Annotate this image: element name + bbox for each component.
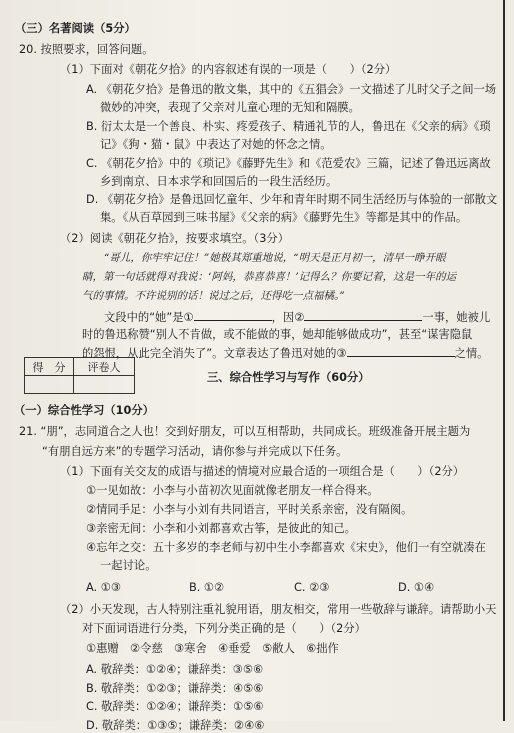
- section-heading: （三）名著阅读（5分）: [15, 22, 136, 35]
- idiom-item-4-cont: 一起讨论。: [100, 559, 157, 572]
- question-20-2-stem: （2）阅读《朝花夕拾》，按要求填空。（3分）: [60, 232, 290, 245]
- idiom-item-2: ②情同手足：小李与小刘有共同语言，平时关系亲密，没有隔阂。: [86, 503, 413, 516]
- question-20-title: 20. 按照要求，回答问题。: [19, 43, 154, 56]
- answer-b: B. 敬辞类：①②③；谦辞类：④⑤⑥: [86, 682, 264, 695]
- answer-blank-2[interactable]: [304, 309, 422, 321]
- choice-a: A. ①③: [86, 581, 121, 594]
- grader-cell[interactable]: [74, 376, 135, 394]
- option-d-line2: 集。《从百草园到三味书屋》《父亲的病》《藤野先生》等都是其中的作品。: [100, 211, 468, 224]
- fill-text-end: 之情。: [454, 347, 489, 360]
- quote-line-1: “哥儿，你牢牢记住！”她极其郑重地说，“明天是正月初一，清早一睁开眼: [104, 252, 446, 264]
- subsection-heading: （一）综合性学习（10分）: [14, 404, 154, 417]
- question-21-intro-line2: “有朋自远方来”的专题学习活动，请你参与并完成以下任务。: [42, 445, 348, 458]
- answer-a: A. 敬辞类：①②④；谦辞类：③⑤⑥: [86, 663, 264, 676]
- option-c-line1: C. 《朝花夕拾》中的《琐记》《藤野先生》和《范爱农》三篇，记述了鲁迅远离故: [86, 157, 491, 170]
- answer-c: C. 敬辞类：①②④；谦辞类：①⑤⑥: [86, 700, 264, 713]
- page-border-line: [503, 0, 505, 721]
- idiom-item-4: ④忘年之交：五十多岁的李老师与初中生小李都喜欢《宋史》，他们一有空就凑在: [86, 541, 486, 554]
- choice-b: B. ①②: [189, 581, 225, 594]
- fill-line-1: [104, 309, 490, 325]
- answer-d: D. 敬辞类：①③⑤；谦辞类：②④⑥: [86, 719, 265, 732]
- word-list: ①惠赠 ②令慈 ③寒舍 ④垂爱 ⑤敝人 ⑥拙作: [86, 642, 339, 655]
- fill-text-event: 一事，她被儿: [422, 311, 491, 324]
- fill-text-because: ，因②: [271, 311, 305, 324]
- answer-blank-1[interactable]: [194, 309, 272, 321]
- idiom-item-3: ③亲密无间：小李和小刘都喜欢古筝，是彼此的知己。: [86, 522, 356, 535]
- score-cell[interactable]: [25, 376, 74, 394]
- option-a-line1: A. 《朝花夕拾》是鲁迅的散文集，其中的《五猖会》一文描述了儿时父子之间一场: [86, 83, 497, 96]
- question-21-1-stem: （1）下面有关交友的成语与描述的情境对应最合适的一项组合是（ ）（2分）: [60, 465, 465, 478]
- choice-c: C. ②③: [294, 581, 330, 594]
- score-label: 得 分: [25, 358, 74, 376]
- answer-blank-3[interactable]: [347, 345, 455, 357]
- quote-line-2: 睛，第一句话就得对我说：‘阿妈，恭喜恭喜！’记得么？你要记着，这是一年的运: [82, 271, 457, 283]
- fill-line-3: [82, 345, 488, 361]
- option-d-line1: D. 《朝花夕拾》是鲁迅回忆童年、少年和青年时期不同生活经历与体验的一部散文: [86, 193, 498, 206]
- option-a-line2: 微妙的冲突，表现了父亲对儿童心理的无知和隔膜。: [100, 101, 360, 114]
- score-box: [24, 357, 135, 394]
- grader-label: 评卷人: [74, 358, 135, 376]
- fill-text-emotion: 的怨恨，从此完全消失了”。文章表达了鲁迅对她的③: [82, 347, 347, 360]
- option-b-line2: 记》《狗・猫・鼠》中表达了对她的怀念之情。: [100, 138, 332, 151]
- question-21-2-line2: 对下面词语进行分类，下列分类正确的是（ ）（2分）: [82, 622, 366, 635]
- fill-line-2: 时的鲁迅称赞“别人不肯做，或不能做的事，她却能够做成功”，甚至“谋害隐鼠: [82, 328, 473, 341]
- part-3-title: 三、综合性学习与写作（60分）: [207, 371, 370, 384]
- question-21-2-line1: （2）小天发现，古人特别注重礼貌用语，朋友相交，常用一些敬辞与谦辞。请帮助小天: [60, 603, 497, 616]
- choice-d: D. ①④: [398, 581, 435, 594]
- fill-text-her: 文段中的“她”是①: [104, 311, 194, 324]
- question-20-1-stem: （1）下面对《朝花夕拾》的内容叙述有误的一项是（ ）（2分）: [60, 63, 397, 76]
- idiom-item-1: ①一见如故：小李与小苗初次见面就像老朋友一样合得来。: [86, 484, 379, 497]
- question-21-intro-line1: 21. “朋”，志同道合之人也！交到好朋友，可以互相帮助，共同成长。班级准备开展主题为: [19, 425, 471, 438]
- option-b-line1: B. 衍太太是一个善良、朴实、疼爱孩子、精通礼节的人，鲁迅在《父亲的病》《琐: [86, 120, 491, 133]
- quote-line-3: 气的事情。不许说别的话！说过之后，还得吃一点福橘。”: [82, 290, 345, 302]
- option-c-line2: 乡到南京、日本求学和回国后的一段生活经历。: [100, 175, 338, 188]
